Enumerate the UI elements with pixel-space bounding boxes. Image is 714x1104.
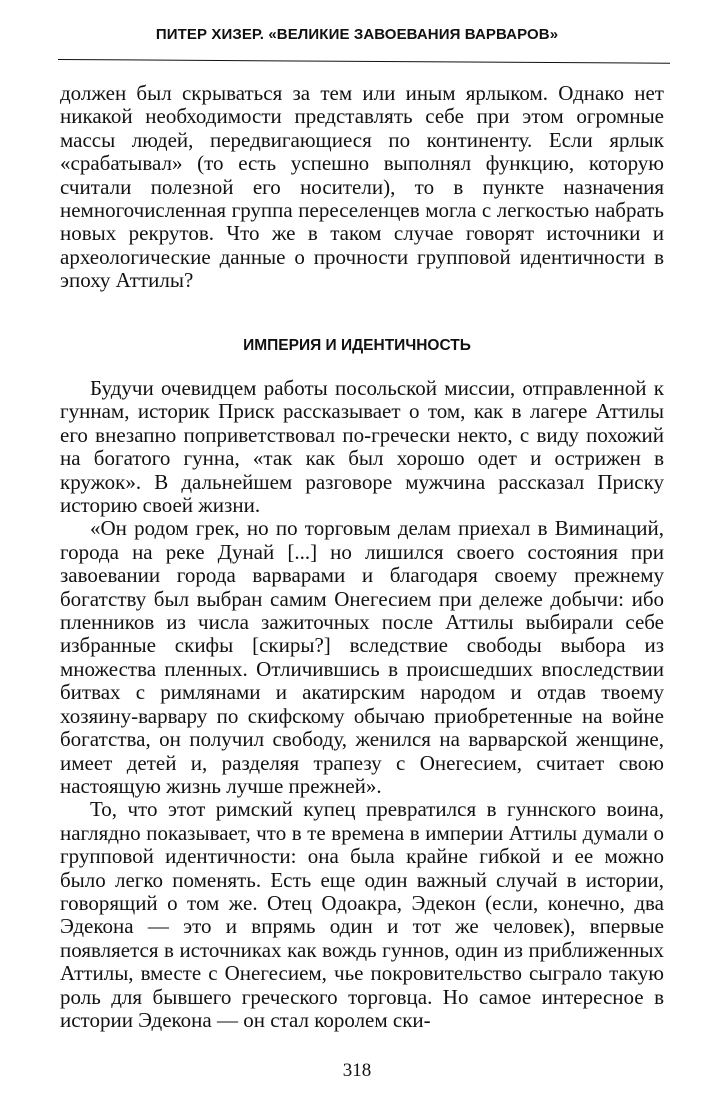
paragraph: То, что этот римский купец превратился в гуннского воина, наглядно показывает, что в те времена в империи Аттилы думали о групповой идентичности: она была крайне гибкой и ее можно было легко поменять. Есть еще один важный случай в истории, говорящий о том же. Отец Одоакра, Эдекон (если, конечно, два Эдекона — это и впрямь один и тот же человек), впервые появляется в источниках как вождь гуннов, один из приближенных Аттилы, вместе с Онегесием, чье покровительство сыграло такую роль для бывшего греческого торговца. Но самое интересное в истории Эдекона — он стал королем ски- [60,797,664,1032]
page-number: 318 [342,1060,372,1081]
paragraph: Будучи очевидцем работы посольской миссии, отправленной к гуннам, историк Приск рассказывает о том, как в лагере Аттилы его внезапно поприветствовал по-гречески некто, с виду похожий на богатого гунна, «так как был хорошо одет и острижен в кружок». В дальнейшем разговоре мужчина рассказал Приску историю своей жизни. [60,376,664,518]
text-block-top [60,82,664,293]
running-header: ПИТЕР ХИЗЕР. «ВЕЛИКИЕ ЗАВОЕВАНИЯ ВАРВАРОВ» [155,26,559,43]
text-block-main [60,377,664,1032]
quotation-paragraph: «Он родом грек, но по торговым делам приехал в Виминаций, города на реке Дунай [...] но лишился своего состояния при завоевании города варварами и благодаря своему прежнему богатству был выбран самим Онегесием при дележе добычи: ибо пленников из числа зажиточных после Аттилы выбирали себе избранные скифы [скиры?] вследствие свободы выбора из множества пленных. Отличившись в происшедших впоследствии битвах с римлянами и акатирским народом и отдав твоему хозяину-варвару по скифскому обычаю приобретенные на войне богатства, он получил свободу, женился на варварской женщине, имеет детей и, разделяя трапезу с Онегесием, считает свою настоящую жизнь лучше прежней». [60,516,664,798]
paragraph: должен был скрываться за тем или иным ярлыком. Однако нет никакой необходимости представлять себе при этом огромные массы людей, передвигающиеся по континенту. Если ярлык «срабатывал» (то есть успешно выполнял функцию, которую считали полезной его носители), то в пункте назначения немногочисленная группа переселенцев могла с легкостью набрать новых рекрутов. Что же в таком случае говорят источники и археологические данные о прочности групповой идентичности в эпоху Аттилы? [60,81,664,293]
section-heading: ИМПЕРИЯ И ИДЕНТИЧНОСТЬ [243,337,471,354]
header-rule [58,59,670,64]
